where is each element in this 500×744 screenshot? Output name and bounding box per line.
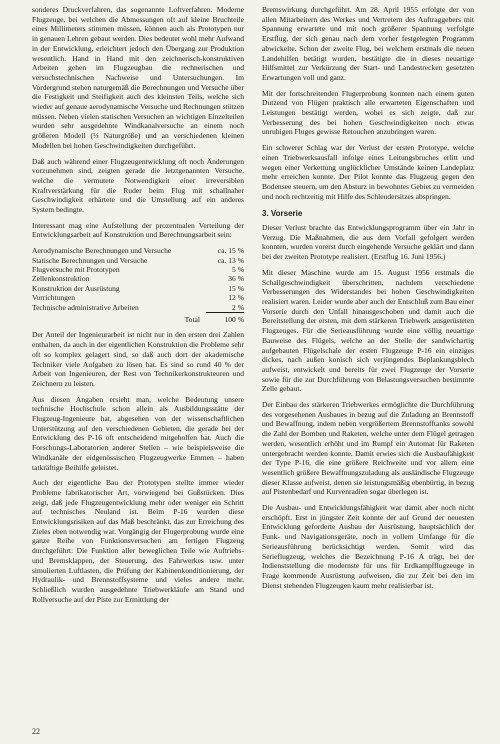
work-distribution-row	[32, 265, 244, 274]
work-distribution-total-row	[32, 313, 244, 325]
paragraph: Der Einbau des stärkeren Triebwerkes ermöglichte die Durchführung des vorgesehenen Ausbaues in bezug auf die Zuladung an Brennstoff und Bewaffnung, indem neben vergrößertem Brennstofftanks sowohl die Zahl der Bomben und Raketen, welche unter dem Flügel getragen werden, wesentlich erhöht und im Rumpf ein Automat für Raketen untergebracht werden konnte. Damit erwies sich die Ausbaufähigkeit der Type P-16, die eine größere Reichweite und vor allem eine wesentlich größere Bewaffnungszuladung als ausländische Flugzeuge dieser Klasse aufweist, denen sie leistungsmäßig ebenbürtig, in bezug auf Pistenbedarf und Kurvenradien sogar überlegen ist.	[262, 400, 474, 497]
distribution-label: Technische administrative Arbeiten	[32, 303, 139, 313]
work-distribution-row	[32, 274, 244, 283]
work-distribution-row	[32, 256, 244, 265]
distribution-value: 12 %	[228, 293, 244, 303]
distribution-value: 2 %	[232, 302, 244, 312]
paragraph: Interessant mag eine Aufstellung der prozentualen Verteilung der Entwicklungsarbeit auf Konstruktion und Berechnungsarbeit sein:	[32, 220, 244, 240]
distribution-label: Zellenkonstruktion	[32, 274, 90, 284]
paragraph: Auch der eigentliche Bau der Prototypen stellte immer wieder Probleme fabrikatorischer Art, vorwiegend bei Gußstücken. Dies zeigt, daß jede Flugzeugentwicklung mehr oder weniger ein Schritt auf technisches Neuland ist. Beim P-16 wurden diese Entwicklungsrisiken auf das Maß beschränkt, das zur Erreichung des Zieles eben notwendig war. Vorgängig der Flugerprobung wurde eine ganze Reihe von Funktionsversuchen am fertigen Flugzeug durchgeführt: Die Funktion aller beweglichen Teile wie Auftriebs- und Bremsklappen, der Steuerung, des Fahrwerkes usw. unter simulierten Luftlasten, die Prüfung der Kabinenkonditionierung, der Hydraulik- und Brennstoffsysteme und vieles andere mehr. Schließlich wurden ausgedehnte Triebwerkläufe am Stand und Rollversuche auf der Piste zur Ermittlung der	[32, 478, 244, 604]
total-label: Total	[184, 315, 200, 325]
paragraph: Mit der fortschreitenden Flugerprobung konnten nach einem guten Dutzend von Flügen praktisch alle erwarteten Eigenschaften und Leistungen bestätigt werden, wobei es sich zeigte, daß zur Verbesserung des bei hohen Geschwindigkeiten noch etwas unruhigen Fluges gewisse Retouchen anzubringen waren.	[262, 88, 474, 137]
work-distribution-row	[32, 284, 244, 293]
paragraph: Dieser Verlust brachte das Entwicklungsprogramm über ein Jahr in Verzug. Die Maßnahmen, die aus dem Vorfall gefolgert werden konnten, wurden vorerst durch eingehende Versuche geklärt und dann bei der zweiten Prototype realisiert. (Erstflug 16. Juni 1956.)	[262, 223, 474, 262]
work-distribution-table	[32, 246, 244, 324]
right-column	[262, 5, 474, 596]
distribution-value: ca. 15 %	[217, 246, 244, 256]
paragraph: Daß auch während einer Flugzeugentwicklung oft noch Änderungen vorzunehmen sind, zeigten gerade die letztgenannten Versuche, welche die vermutete Notwendigkeit einer irreversiblen Kraftverstärkung für die Ruder beim Flug mit schallnaher Geschwindigkeit erhärtete und die Umstellung auf ein anderes System bedingte.	[32, 156, 244, 215]
distribution-value: 5 %	[232, 264, 244, 274]
total-value: 100 %	[206, 313, 244, 325]
paragraph: Bremswirkung durchgeführt. Am 28. April 1955 erfolgte der von allen Mitarbeitern des Werkes und Vertretern des Auftraggebers mit Spannung erwartete und mit noch größerer Spannung verfolgte Erstflug, der sich genau nach dem vorher festgelegten Programm abwickelte. Schon der zweite Flug, bei welchem erstmals die neuen Landehilfen betätigt wurden, bestätigte die in dieses neuartige Hilfsmittel zur Verkürzung der Start- und Landestrecken gesetzten Erwartungen voll und ganz.	[262, 5, 474, 82]
left-column	[32, 5, 244, 610]
distribution-value: 15 %	[228, 283, 244, 293]
distribution-label: Statische Berechnungen und Versuche	[32, 255, 148, 265]
paragraph: Mit dieser Maschine wurde am 15. August 1956 erstmals die Schallgeschwindigkeit überschritten, nachdem verschiedene Verbesserungen des Widerstandes bei hohen Geschwindigkeiten realisiert waren. Leider wurde aber auch der Entschluß zum Bau einer Vorserie durch den Unfall hinausgeschoben und damit auch die Bereitstellung der ersten, mit dem stärkeren Triebwerk ausgerüsteten Flugzeuges. Für die Serieausführung wurde eine völlig neuartige Bauweise des Flügels, welche an der Stelle der sandwichartig aufgebauten Flügelschale der ersten Flugzeuge P-16 ein einziges dickes, nach außen konisch sich verjüngendes Beplankungsblech aufweist, entwickelt und bereits für zwei Flugzeuge der Vorserie sowie für die zur Durchführung von Belastungsversuchen bestimmte Zelle gebaut.	[262, 267, 474, 394]
paragraph: sonderes Druckverfahren, das sogenannte Loftverfahren. Moderne Flugzeuge, bei welchen die Abmessungen oft auf kleine Bruchteile eines Millimeters stimmen müssen, können auch als Prototypen nur in genauen Lehren gebaut werden. Dies bedeutet wohl mehr Aufwand in der Entwicklung, erleichtert jedoch den Übergang zur Produktion wesentlich. Hand in Hand mit den zeichnerisch-konstruktiven Arbeiten gehen im Flugzeugbau die rechnerischen und versuchstechnischen Nachweise und Untersuchungen. Im Vordergrund stehen naturgemäß die Berechnungen und Versuche über die Festigkeit und Steifigkeit auch des kleinsten Teils, welche sich wieder auf genaue aerodynamische Versuche und Rechnungen stützen müssen. Neben vielen statischen Versuchen an wichtigen Einzelteilen wurden sehr ausgedehnte Windkanalversuche an einem noch größeren Modell (⅓ Naturgröße) und an verschiedenen kleinen Modellen bei hohen Geschwindigkeiten durchgeführt.	[32, 5, 244, 150]
distribution-label: Konstruktion der Ausrüstung	[32, 283, 120, 293]
paragraph: Die Ausbau- und Entwicklungsfähigkeit war damit aber noch nicht erschöpft. Erst in jüngster Zeit konnte der auf Grund der neuesten Entwicklung geforderte Ausbau der Ausrüstung, hauptsächlich der Funk- und Navigationsgeräte, noch in vollem Umfange für die Serieausführung berücksichtigt werden. Somit wird das Serieflugzeug, welches die Bezeichnung P-16 A trägt, bei der Indienststellung die modernste für uns für Erdkampfflugzeuge in Frage kommende Ausrüstung aufweisen, die zur Zeit bei den im Dienst stehenden Flugzeugen kaum mehr realisierbar ist.	[262, 503, 474, 590]
section-heading: 3. Vorserie	[262, 209, 303, 219]
work-distribution-row	[32, 303, 244, 313]
distribution-label: Aerodynamische Berechnungen und Versuche	[32, 246, 172, 256]
paragraph: Ein schwerer Schlag war der Verlust der ersten Prototype, welche einen Triebwerksausfall infolge eines Leitungsbruches erlitt und wegen einer Verkettung unglücklicher Umstände keinen Landeplatz mehr erreichen konnte. Der Pilot konnte das Flugzeug gegen den Bodensee steuern, um den Absturz in bewohntes Gebiet zu vermeiden und noch rechtzeitig mit Hilfe des Schleudersitzes abspringen.	[262, 143, 474, 201]
work-distribution-rows	[32, 246, 244, 312]
work-distribution-row	[32, 293, 244, 302]
distribution-value: ca. 13 %	[217, 255, 244, 265]
distribution-label: Flugversuche mit Prototypen	[32, 264, 120, 274]
page-number: 22	[32, 727, 40, 736]
distribution-value: 36 %	[228, 274, 244, 284]
paragraph: Aus diesen Angaben ersieht man, welche Bedeutung unsere technische Hochschule schon allein als Ausbildungsstätte der Flugzeug-Ingenieure hat, abgesehen von der wissenschaftlichen Unterstützung auf den verschiedenen Gebieten, die gerade bei der Entwicklung des P-16 oft entscheidend mitgeholfen hat. Auch die Forschungs-Laboratorien anderer Stellen – wie beispielsweise die Windkanäle der eidgenössischen Flugzeugwerke Emmen – haben tatkräftige Beihilfe geleistet.	[32, 394, 244, 472]
work-distribution-row	[32, 246, 244, 255]
paragraph: Der Anteil der Ingenieurarbeit ist nicht nur in den ersten drei Zahlen enthalten, da auch in der eigentlichen Konstruktion die Probleme sehr oft so komplex gelagert sind, so daß auch dort der akademische Techniker viele Aufgaben zu lösen hat. Es sind so rund 40 % der Arbeit von Ingenieuren, der Rest von Technikerkonstrukteuren und Zeichnern zu leisten.	[32, 330, 244, 388]
distribution-label: Vorrichtungen	[32, 293, 76, 303]
